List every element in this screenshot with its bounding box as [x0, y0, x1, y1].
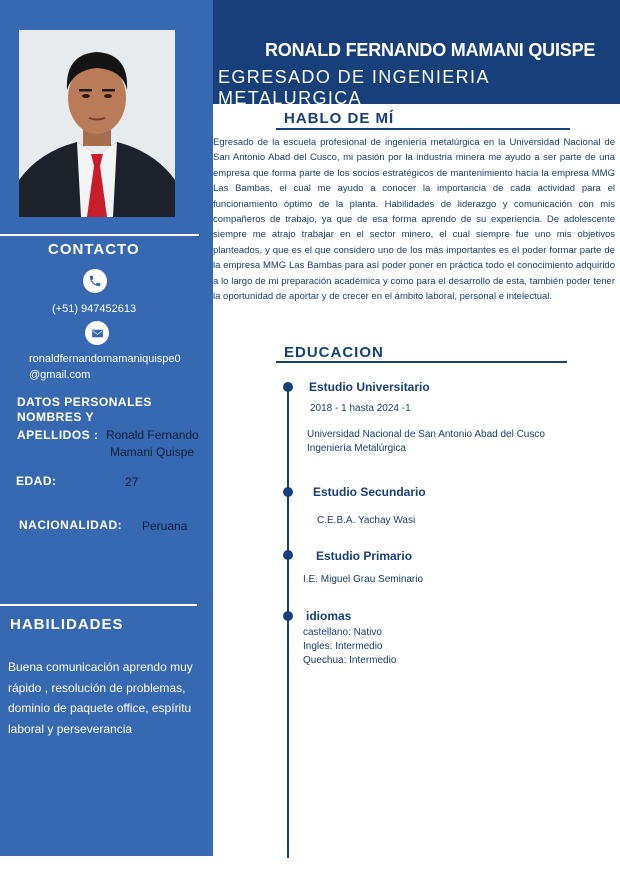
about-title: HABLO DE MÍ	[284, 110, 395, 127]
education-timeline	[287, 384, 289, 858]
language-item: castellano: Nativo	[303, 627, 382, 638]
about-text: Egresado de la escuela profesional de ingeniería metalúrgica en la Universidad Nacional de San Antonio Abad del Cusco, mi pasión por la industria minera me ayudo a ser parte de una empresa que forma parte de los socios estratégicos de mantenimiento hacia la empresa MMG Las Bambas, el cual me ayudo a conocer la importancia de cada actividad para el funcionamiento óptimo de la planta. Habilidades de liderazgo y comunicación con mis compañeros de trabajo, ya que de esa forma aprendo de su experiencia. De adolescente siempre me atrajo trabajar en el sector minero, el cual siempre fue uno mis objetivos planteados, y que es el que considero uno de los más importantes es el poder formar parte de la empresa MMG Las Bambas para así poder poner en práctica todo el conocimiento adquirido a lo largo de mi preparación académica y como para el desarrollo de esta, también poder tener la oportunidad de aportar y de crecer en el ámbito laboral, personal e intelectual.	[213, 137, 615, 303]
university-program: Ingeniería Metalúrgica	[307, 443, 406, 454]
skills-divider	[0, 604, 197, 606]
languages-title: idiomas	[306, 609, 352, 623]
secondary-institution: C.E.B.A. Yachay Wasi	[317, 515, 416, 526]
university-institution: Universidad Nacional de San Antonio Abad del Cusco	[307, 429, 545, 440]
email-address[interactable]	[29, 351, 181, 383]
primary-title: Estudio Primario	[316, 549, 413, 563]
phone-number[interactable]: (+51) 947452613	[52, 303, 137, 315]
contact-divider	[0, 234, 199, 236]
job-title: EGRESADO DE INGENIERIA METALURGICA	[218, 67, 489, 108]
personal-data-title: DATOS PERSONALES	[17, 395, 152, 409]
language-item: Ingles: Intermedio	[303, 641, 383, 652]
secondary-title: Estudio Secundario	[313, 485, 426, 499]
education-title: EDUCACION	[284, 344, 384, 361]
language-item: Quechua: Intermedio	[303, 655, 397, 666]
languages-list	[303, 626, 396, 668]
email-line-1: ronaldfernandomamaniquispe0	[29, 353, 181, 365]
timeline-dot	[283, 550, 293, 560]
skills-title: HABILIDADES	[10, 616, 124, 633]
names-value-line-1: Ronald Fernando	[106, 428, 199, 442]
timeline-dot	[283, 487, 293, 497]
age-value: 27	[125, 475, 139, 489]
timeline-dot	[283, 382, 293, 392]
email-line-2: @gmail.com	[29, 369, 91, 381]
about-underline	[276, 128, 570, 130]
nationality-value: Peruana	[142, 519, 188, 533]
contact-title: CONTACTO	[48, 241, 140, 258]
university-period: 2018 - 1 hasta 2024 -1	[310, 403, 411, 414]
names-label-line-1: NOMBRES Y	[17, 410, 94, 424]
names-label-line-2: APELLIDOS :	[17, 428, 99, 442]
full-name: RONALD FERNANDO MAMANI QUISPE	[265, 40, 596, 60]
profile-photo	[19, 30, 175, 217]
envelope-icon	[85, 321, 109, 345]
age-label: EDAD:	[16, 474, 57, 488]
education-underline	[276, 361, 567, 363]
skills-text: Buena comunicación aprendo muy rápido , resolución de problemas, dominio de paquete office, espíritu laboral y perseverancia	[8, 660, 193, 736]
timeline-dot	[283, 611, 293, 621]
nationality-label: NACIONALIDAD:	[19, 518, 123, 532]
primary-institution: I.E. Miguel Grau Seminario	[303, 574, 424, 585]
names-value-line-2: Mamani Quispe	[110, 445, 195, 459]
phone-icon	[83, 269, 107, 293]
university-title: Estudio Universitario	[309, 380, 430, 394]
